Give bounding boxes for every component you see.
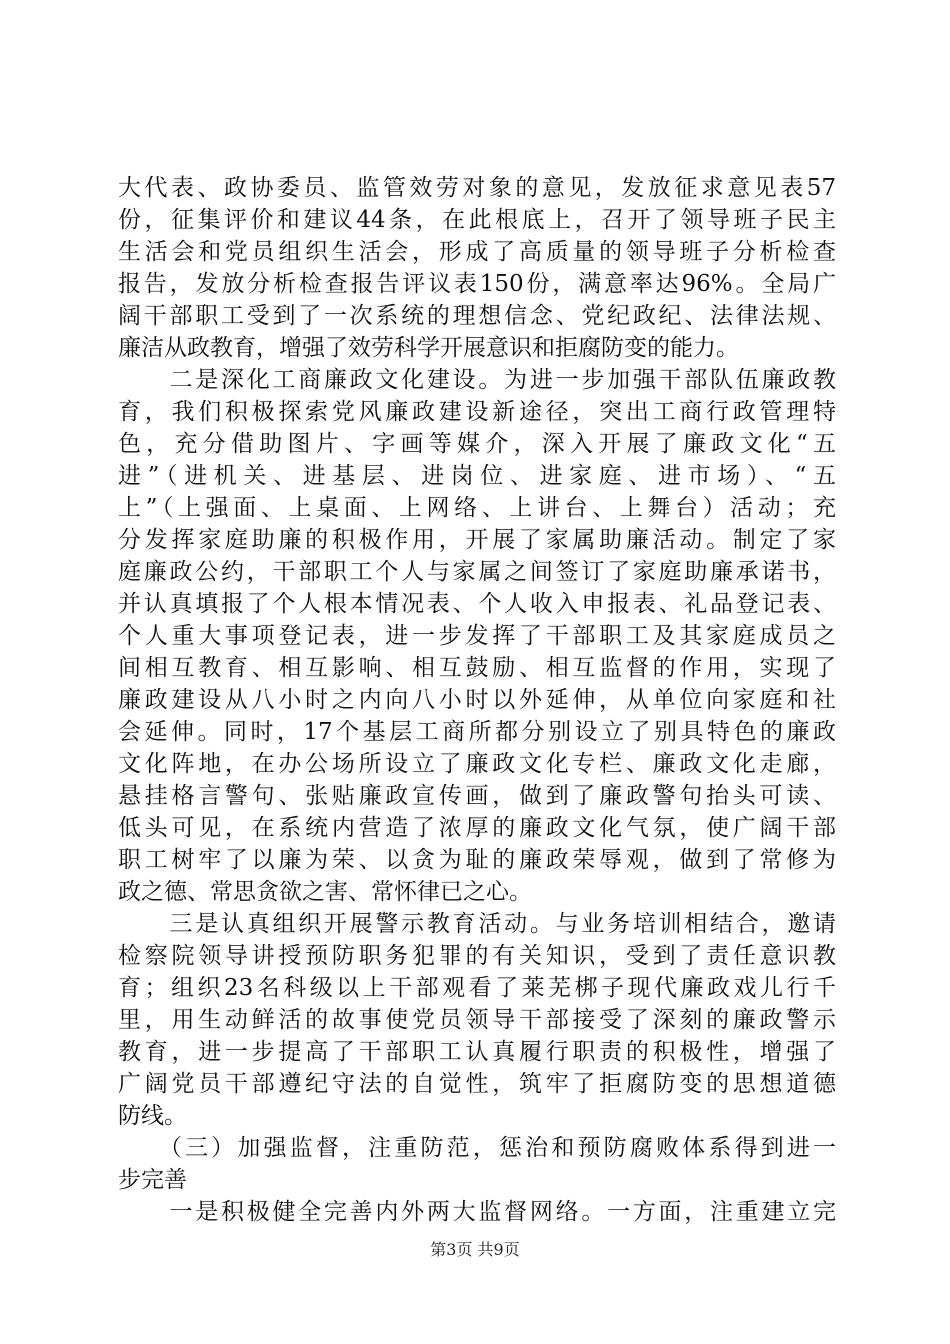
paragraph-start-line: 三是认真组织开展警示教育活动。与业务培训相结合，邀请	[118, 911, 836, 937]
text-line: 色，充分借助图片、字画等媒介，深入开展了廉政文化“五	[118, 431, 836, 457]
text-line: 上”（上强面、上桌面、上网络、上讲台、上舞台）活动；充	[118, 495, 836, 521]
text-line: 生活会和党员组织生活会，形成了高质量的领导班子分析检查	[118, 239, 836, 265]
document-body	[118, 172, 836, 1228]
text-line: 教育，进一步提高了干部职工认真履行职责的积极性，增强了	[118, 1039, 836, 1065]
text-line: 防线。	[118, 1103, 187, 1129]
text-line: 悬挂格言警句、张贴廉政宣传画，做到了廉政警句抬头可读、	[118, 783, 836, 809]
text-line: 广阔党员干部遵纪守法的自觉性，筑牢了拒腐防变的思想道德	[118, 1071, 836, 1097]
text-line: 并认真填报了个人根本情况表、个人收入申报表、礼品登记表、	[118, 591, 836, 617]
text-line: 庭廉政公约，干部职工个人与家属之间签订了家庭助廉承诺书，	[118, 559, 836, 585]
text-line: 大代表、政协委员、监管效劳对象的意见，发放征求意见表57	[118, 175, 836, 201]
text-line: 文化阵地，在办公场所设立了廉政文化专栏、廉政文化走廊，	[118, 751, 836, 777]
paragraph-start-line: 一是积极健全完善内外两大监督网络。一方面，注重建立完	[118, 1199, 836, 1225]
text-line: 廉政建设从八小时之内向八小时以外延伸，从单位向家庭和社	[118, 687, 836, 713]
text-line: 低头可见，在系统内营造了浓厚的廉政文化气氛，使广阔干部	[118, 815, 836, 841]
text-line: 个人重大事项登记表，进一步发挥了干部职工及其家庭成员之	[118, 623, 836, 649]
text-line: 分发挥家庭助廉的积极作用，开展了家属助廉活动。制定了家	[118, 527, 836, 553]
text-line: 育，我们积极探索党风廉政建设新途径，突出工商行政管理特	[118, 399, 836, 425]
text-line: 育；组织23名科级以上干部观看了莱芜梆子现代廉政戏儿行千	[118, 975, 836, 1001]
text-line: 阔干部职工受到了一次系统的理想信念、党纪政纪、法律法规、	[118, 303, 836, 329]
text-line: 政之德、常思贪欲之害、常怀律已之心。	[118, 879, 532, 905]
section-heading-line: （三）加强监督，注重防范，惩治和预防腐败体系得到进一	[118, 1135, 836, 1161]
text-line: 会延伸。同时，17个基层工商所都分别设立了别具特色的廉政	[118, 719, 836, 745]
text-line: 廉洁从政教育，增强了效劳科学开展意识和拒腐防变的能力。	[118, 335, 739, 361]
text-line: 职工树牢了以廉为荣、以贪为耻的廉政荣辱观，做到了常修为	[118, 847, 836, 873]
text-line: 里，用生动鲜活的故事使党员领导干部接受了深刻的廉政警示	[118, 1007, 836, 1033]
paragraph-start-line: 二是深化工商廉政文化建设。为进一步加强干部队伍廉政教	[118, 367, 836, 393]
text-line: 份，征集评价和建议44条，在此根底上，召开了领导班子民主	[118, 207, 836, 233]
section-heading-line: 步完善	[118, 1167, 187, 1193]
text-line: 报告，发放分析检查报告评议表150份，满意率达96%。全局广	[118, 271, 836, 297]
page-number-footer: 第3页 共9页	[430, 1240, 520, 1259]
text-line: 间相互教育、相互影响、相互鼓励、相互监督的作用，实现了	[118, 655, 836, 681]
text-line: 进”（进机关、进基层、进岗位、进家庭、进市场）、“五	[118, 463, 836, 489]
text-line: 检察院领导讲授预防职务犯罪的有关知识，受到了责任意识教	[118, 943, 836, 969]
